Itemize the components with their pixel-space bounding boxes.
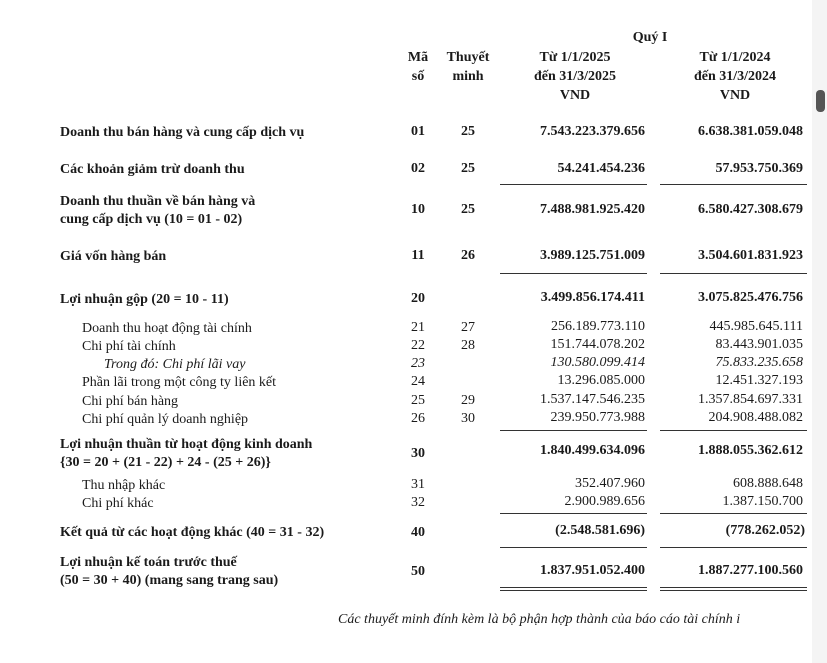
row-code: 23 — [411, 356, 425, 371]
row-current-value: 256.189.773.110 — [551, 319, 645, 334]
period-header: Quý I — [632, 30, 668, 45]
row-current-value: 1.537.147.546.235 — [540, 392, 645, 407]
row-prior-value: 57.953.750.369 — [715, 161, 803, 176]
subtotal-rule — [500, 184, 647, 185]
row-note: 28 — [461, 338, 475, 353]
row-current-value: 1.840.499.634.096 — [540, 443, 645, 458]
row-label: Doanh thu bán hàng và cung cấp dịch vụ — [60, 125, 305, 140]
subtotal-rule — [500, 430, 647, 431]
row-current-value: 130.580.099.414 — [550, 355, 645, 370]
row-note: 25 — [461, 124, 475, 139]
prior-period-header — [670, 48, 800, 105]
row-current-value: 151.744.078.202 — [550, 337, 645, 352]
row-code: 50 — [411, 564, 425, 579]
row-code: 20 — [411, 291, 425, 306]
row-prior-value: 608.888.648 — [733, 476, 803, 491]
subtotal-rule — [660, 547, 807, 548]
row-code: 10 — [411, 202, 425, 217]
row-note: 29 — [461, 393, 475, 408]
scrollbar-thumb[interactable] — [816, 90, 825, 112]
row-current-value: (2.548.581.696) — [555, 523, 645, 538]
row-current-value: 13.296.085.000 — [557, 373, 645, 388]
row-current-value: 3.989.125.751.009 — [540, 248, 645, 263]
row-prior-value: 445.985.645.111 — [709, 319, 803, 334]
subtotal-rule — [500, 547, 647, 548]
row-label: Chi phí bán hàng — [82, 394, 179, 409]
row-code: 01 — [411, 124, 425, 139]
row-prior-value: 75.833.235.658 — [715, 355, 803, 370]
row-code: 26 — [411, 411, 425, 426]
subtotal-rule — [660, 184, 807, 185]
row-prior-value: 83.443.901.035 — [715, 337, 803, 352]
row-prior-value: 3.075.825.476.756 — [698, 290, 803, 305]
row-prior-value: 204.908.488.082 — [708, 410, 803, 425]
total-double-rule-top — [500, 587, 647, 588]
row-code: 25 — [411, 393, 425, 408]
note-column-header — [439, 48, 497, 86]
row-code: 02 — [411, 161, 425, 176]
row-prior-value: 6.638.381.059.048 — [698, 124, 803, 139]
row-label: Doanh thu thuần về bán hàng và cung cấp dịch vụ (10 = 01 - 02) — [60, 194, 256, 227]
row-label: Lợi nhuận kế toán trước thuế (50 = 30 + 40) (mang sang trang sau) — [60, 555, 279, 588]
row-current-value: 239.950.773.988 — [550, 410, 645, 425]
current-header-line1: Từ 1/1/2025 — [539, 50, 611, 65]
row-label: Trong đó: Chi phí lãi vay — [104, 357, 246, 372]
row-current-value: 54.241.454.236 — [557, 161, 645, 176]
code-header-line1: Mã — [407, 50, 429, 65]
row-code: 21 — [411, 320, 425, 335]
row-current-value: 7.543.223.379.656 — [540, 124, 645, 139]
note-header-line1: Thuyết — [446, 50, 490, 65]
row-prior-value: 6.580.427.308.679 — [698, 202, 803, 217]
row-label: Doanh thu hoạt động tài chính — [82, 321, 252, 336]
row-code: 32 — [411, 495, 425, 510]
row-label: Chi phí khác — [82, 496, 154, 511]
row-note: 25 — [461, 161, 475, 176]
row-current-value: 1.837.951.052.400 — [540, 563, 645, 578]
total-double-rule-top — [660, 587, 807, 588]
row-current-value: 352.407.960 — [575, 476, 645, 491]
row-prior-value: 12.451.327.193 — [715, 373, 803, 388]
row-prior-value: 1.387.150.700 — [722, 494, 803, 509]
row-label: Chi phí quản lý doanh nghiệp — [82, 412, 249, 427]
row-code: 31 — [411, 477, 425, 492]
row-label: Thu nhập khác — [82, 478, 166, 493]
row-note: 30 — [461, 411, 475, 426]
row-note: 26 — [461, 248, 475, 263]
row-label: Phần lãi trong một công ty liên kết — [82, 375, 277, 390]
row-label: Lợi nhuận thuần từ hoạt động kinh doanh {30 = 20 + (21 - 22) + 24 - (25 + 26)} — [60, 437, 313, 470]
code-header-line2: số — [411, 69, 425, 84]
row-prior-value: 1.357.854.697.331 — [698, 392, 803, 407]
row-prior-value: 1.888.055.362.612 — [698, 443, 803, 458]
row-code: 24 — [411, 374, 425, 389]
row-note: 27 — [461, 320, 475, 335]
row-prior-value: (778.262.052) — [725, 523, 805, 538]
row-label: Giá vốn hàng bán — [60, 249, 167, 264]
row-prior-value: 1.887.277.100.560 — [698, 563, 803, 578]
row-current-value: 2.900.989.656 — [564, 494, 645, 509]
subtotal-rule — [500, 513, 647, 514]
subtotal-rule — [660, 430, 807, 431]
subtotal-rule — [500, 273, 647, 274]
row-code: 11 — [411, 248, 425, 263]
prior-header-line1: Từ 1/1/2024 — [699, 50, 771, 65]
row-code: 40 — [411, 525, 425, 540]
total-double-rule-bottom — [500, 590, 647, 591]
current-header-line2: đến 31/3/2025 — [533, 69, 617, 84]
row-current-value: 7.488.981.925.420 — [540, 202, 645, 217]
row-current-value: 3.499.856.174.411 — [540, 290, 645, 305]
row-code: 30 — [411, 446, 425, 461]
row-code: 22 — [411, 338, 425, 353]
row-note: 25 — [461, 202, 475, 217]
current-period-header — [510, 48, 640, 105]
prior-header-line3: VND — [719, 88, 751, 103]
code-column-header — [398, 48, 438, 86]
total-double-rule-bottom — [660, 590, 807, 591]
row-prior-value: 3.504.601.831.923 — [698, 248, 803, 263]
subtotal-rule — [660, 513, 807, 514]
subtotal-rule — [660, 273, 807, 274]
row-label: Kết quả từ các hoạt động khác (40 = 31 - 32) — [60, 525, 325, 540]
row-label: Lợi nhuận gộp (20 = 10 - 11) — [60, 292, 229, 307]
note-header-line2: minh — [452, 69, 484, 84]
prior-header-line2: đến 31/3/2024 — [693, 69, 777, 84]
current-header-line3: VND — [559, 88, 591, 103]
footer-note: Các thuyết minh đính kèm là bộ phận hợp thành của báo cáo tài chính i — [338, 612, 741, 627]
row-label: Các khoản giảm trừ doanh thu — [60, 162, 245, 177]
row-label: Chi phí tài chính — [82, 339, 176, 354]
